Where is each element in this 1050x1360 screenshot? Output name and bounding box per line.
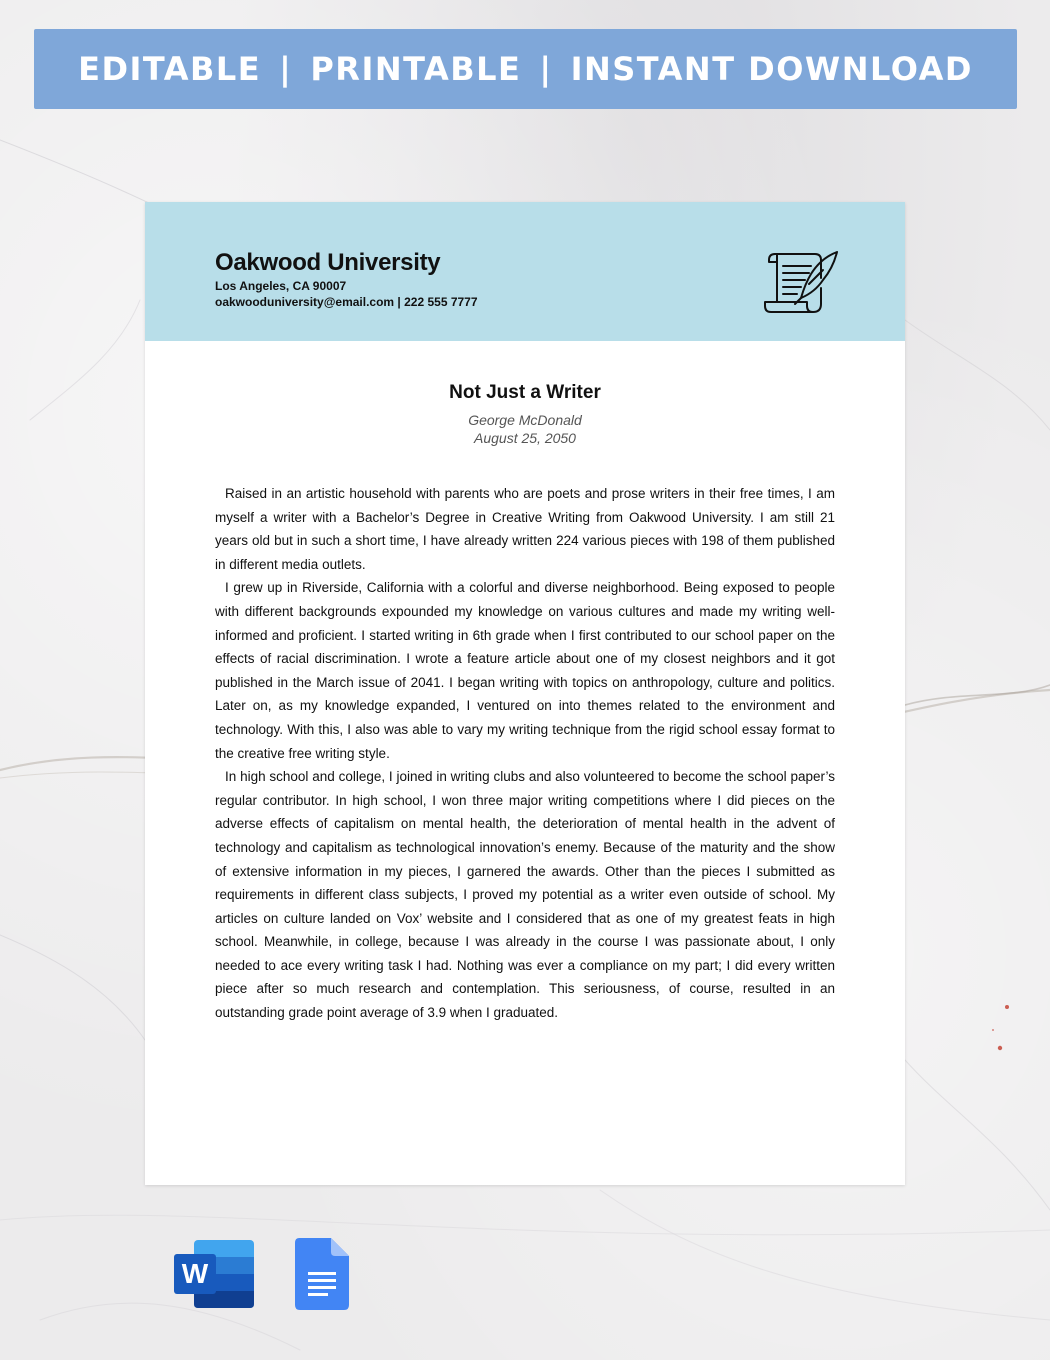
university-address: Los Angeles, CA 90007 [215,279,347,293]
document-page [145,202,905,1185]
feature-banner [34,29,1017,109]
banner-separator: | [279,50,293,88]
document-date: August 25, 2050 [474,430,576,446]
document-author: George McDonald [468,412,582,428]
scroll-quill-icon [763,248,843,316]
banner-separator: | [539,50,553,88]
body-paragraph: I grew up in Riverside, California with a colorful and diverse neighborhood. Being exposed to people with different backgrounds expounded my knowledge on various cultures and made my writing well-informed and proficient. I started writing in 6th grade when I first contributed to our school paper on the effects of racial discrimination. I wrote a feature article about one of my closest neighbors and it got published in the March issue of 2041. I began writing with topics on anthropology, culture and politics. Later on, as my knowledge expanded, I ventured on into themes related to the environment and technology. With this, I also was able to vary my writing technique from the rigid school essay format to the creative free writing style. [215,580,835,761]
letterhead [145,202,905,341]
banner-printable: PRINTABLE [310,50,522,88]
microsoft-word-icon [172,1238,256,1310]
google-docs-icon [295,1238,349,1310]
body-paragraph: In high school and college, I joined in writing clubs and also volunteered to become the school paper’s regular contributor. In high school, I won three major writing competitions where I did pieces on the adverse effects of capitalism on mental health, the deterioration of mental health in the advent of technology and capitalism as technological innovation’s enemy. Because of the maturity and the show of extensive information in my pieces, I garnered the awards. Other than the pieces I submitted as requirements in different class subjects, I proved my potential as a writer even outside of school. My articles on culture landed on Vox’ website and I considered that as one of my greatest feats in high school. Meanwhile, in college, because I was already in the course I was passionate about, I only needed to ace every writing task I had. Nothing was ever a compliance on my part; I did every written piece after so much research and contemplation. This seriousness, of course, resulted in an outstanding grade point average of 3.9 when I graduated. [215,769,835,1021]
body-paragraph: Raised in an artistic household with parents who are poets and prose writers in their free times, I am myself a writer with a Bachelor’s Degree in Creative Writing from Oakwood University. I am still 21 years old but in such a short time, I have already written 224 various pieces with 198 of them published in different media outlets. [215,486,835,572]
document-title: Not Just a Writer [449,382,601,403]
word-letter: W [181,1258,209,1289]
university-name: Oakwood University [215,249,441,276]
banner-instant-download: INSTANT DOWNLOAD [570,50,973,88]
university-contact: oakwooduniversity@email.com | 222 555 7777 [215,295,478,309]
document-body [215,482,835,1025]
banner-editable: EDITABLE [78,50,262,88]
